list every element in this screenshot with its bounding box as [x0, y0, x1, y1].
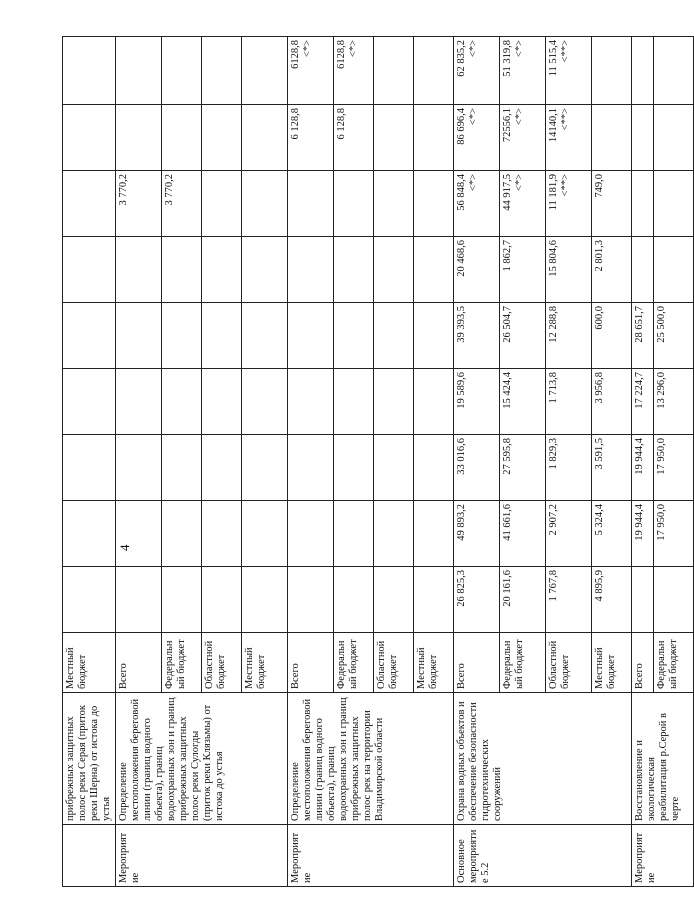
amount-value: 6128,8: [290, 40, 301, 69]
amount-cell: [202, 171, 242, 237]
funding-source-cell: Всего: [454, 633, 500, 693]
footnote-mark: <**>: [560, 108, 571, 131]
amount-cell: [546, 369, 592, 435]
amount-cell: [288, 369, 334, 435]
amount-cell: [374, 369, 414, 435]
footnote-mark: <*>: [348, 40, 359, 58]
footnote-mark: <*>: [514, 174, 525, 192]
amount-value: 26 504,7: [502, 306, 513, 343]
amount-value: 1 862,7: [502, 240, 513, 272]
amount-cell: [242, 37, 288, 105]
amount-value: 11 515,4: [548, 40, 559, 77]
row-name-cell: Восстановление и экологическая реабилитация р.Серой в черте: [632, 693, 694, 825]
amount-value: 17 224,7: [634, 372, 645, 409]
amount-value: 3 591,5: [594, 438, 605, 470]
amount-value: 17 950,0: [656, 504, 667, 541]
amount-value: 749,0: [594, 174, 605, 198]
amount-value: 19 944,4: [634, 438, 645, 475]
amount-cell: [454, 105, 500, 171]
amount-cell: [116, 171, 162, 237]
amount-value: 44 917,5: [502, 174, 513, 211]
amount-cell: [162, 369, 202, 435]
amount-cell: [116, 303, 162, 369]
amount-cell: [288, 435, 334, 501]
amount-cell: [592, 171, 632, 237]
amount-cell: [414, 369, 454, 435]
amount-value: 1 767,8: [548, 570, 559, 602]
amount-value: 4 895,9: [594, 570, 605, 602]
amount-cell: [632, 171, 654, 237]
amount-cell: [592, 435, 632, 501]
amount-cell: [162, 567, 202, 633]
row-type-cell: Мероприятие: [632, 825, 694, 887]
amount-cell: [374, 435, 414, 501]
amount-cell: [242, 501, 288, 567]
amount-cell: [334, 237, 374, 303]
amount-cell: [288, 567, 334, 633]
amount-cell: [414, 105, 454, 171]
amount-value: 3 956,8: [594, 372, 605, 404]
page-number: 4: [117, 544, 132, 551]
amount-cell: [654, 303, 694, 369]
amount-cell: [500, 303, 546, 369]
amount-cell: [116, 435, 162, 501]
amount-cell: [546, 237, 592, 303]
amount-cell: [242, 567, 288, 633]
amount-cell: [654, 105, 694, 171]
amount-cell: [162, 435, 202, 501]
amount-cell: [632, 237, 654, 303]
funding-source-cell: Федеральный бюджет: [654, 633, 694, 693]
funding-source-cell: Областной бюджет: [202, 633, 242, 693]
amount-cell: [334, 369, 374, 435]
amount-cell: [202, 237, 242, 303]
amount-value: 26 825,3: [456, 570, 467, 607]
amount-cell: [374, 237, 414, 303]
amount-cell: [202, 435, 242, 501]
amount-cell: [63, 105, 116, 171]
funding-source-cell: Областной бюджет: [546, 633, 592, 693]
amount-cell: [63, 567, 116, 633]
amount-cell: [374, 303, 414, 369]
table-row: [288, 37, 334, 887]
row-type-cell: Основное мероприятие 5.2: [454, 825, 632, 887]
amount-value: 39 393,5: [456, 306, 467, 343]
amount-value: 86 696,4: [456, 108, 467, 145]
amount-cell: [654, 171, 694, 237]
amount-cell: [242, 237, 288, 303]
amount-cell: [374, 567, 414, 633]
amount-value: 19 589,6: [456, 372, 467, 409]
amount-cell: [592, 37, 632, 105]
amount-cell: [374, 105, 414, 171]
table-row: [116, 37, 162, 887]
footnote-mark: <*>: [468, 108, 479, 126]
amount-cell: [202, 105, 242, 171]
amount-cell: [334, 105, 374, 171]
amount-value: 6 128,8: [336, 108, 347, 140]
table-body: [63, 37, 694, 887]
amount-value: 5 324,4: [594, 504, 605, 536]
amount-cell: [162, 105, 202, 171]
amount-cell: [242, 171, 288, 237]
amount-cell: [162, 171, 202, 237]
row-name-cell: Определение местоположения береговой линии (границ водного объекта), границ водоохранных зон и границ прибрежных защитных полос реки Сулогды (приток реки Клязьмы) от истока до устья: [116, 693, 288, 825]
amount-value: 2 907,2: [548, 504, 559, 536]
amount-value: 51 319,8: [502, 40, 513, 77]
amount-cell: [116, 501, 162, 567]
funding-source-cell: Федеральный бюджет: [334, 633, 374, 693]
amount-cell: [592, 105, 632, 171]
amount-cell: [334, 435, 374, 501]
amount-value: 3 770,2: [118, 174, 129, 206]
amount-cell: [654, 435, 694, 501]
amount-cell: [116, 237, 162, 303]
row-name-cell: прибрежных защитных полос реки Серая (приток реки Шерна) от истока до устья: [63, 693, 116, 825]
amount-cell: [546, 171, 592, 237]
row-name-cell: Определение местоположения береговой линии (границ водного объекта), границ водоохранных зон и границ прибрежных защитных полос рек на территории Владимирской области: [288, 693, 454, 825]
amount-value: 6128,8: [336, 40, 347, 69]
funding-source-cell: Всего: [632, 633, 654, 693]
amount-cell: [546, 501, 592, 567]
budget-table: [62, 36, 694, 887]
amount-cell: [202, 567, 242, 633]
amount-cell: [500, 37, 546, 105]
amount-cell: [454, 37, 500, 105]
amount-cell: [116, 37, 162, 105]
amount-cell: [162, 37, 202, 105]
amount-cell: [202, 37, 242, 105]
funding-source-cell: Федеральный бюджет: [500, 633, 546, 693]
amount-cell: [288, 501, 334, 567]
amount-cell: [654, 567, 694, 633]
footnote-mark: <*>: [514, 40, 525, 58]
amount-cell: [242, 303, 288, 369]
amount-cell: [374, 501, 414, 567]
amount-cell: [288, 37, 334, 105]
funding-source-cell: Областной бюджет: [374, 633, 414, 693]
amount-cell: [546, 37, 592, 105]
amount-cell: [454, 567, 500, 633]
amount-value: 19 944,4: [634, 504, 645, 541]
amount-cell: [454, 369, 500, 435]
funding-source-cell: Местный бюджет: [414, 633, 454, 693]
amount-value: 3 770,2: [164, 174, 175, 206]
amount-cell: [414, 567, 454, 633]
amount-cell: [500, 369, 546, 435]
amount-cell: [454, 303, 500, 369]
amount-value: 1 713,8: [548, 372, 559, 404]
amount-cell: [592, 501, 632, 567]
amount-cell: [288, 237, 334, 303]
amount-cell: [632, 303, 654, 369]
amount-cell: [546, 567, 592, 633]
amount-cell: [162, 303, 202, 369]
table-row: [632, 37, 654, 887]
row-type-cell: Мероприятие: [288, 825, 454, 887]
table-row: [454, 37, 500, 887]
table-row: [63, 37, 116, 887]
amount-cell: [632, 369, 654, 435]
amount-cell: [592, 237, 632, 303]
amount-cell: [414, 303, 454, 369]
amount-cell: [202, 501, 242, 567]
amount-value: 13 296,0: [656, 372, 667, 409]
amount-cell: [116, 105, 162, 171]
amount-value: 20 161,6: [502, 570, 513, 607]
footnote-mark: <*>: [468, 40, 479, 58]
amount-cell: [414, 37, 454, 105]
amount-value: 15 424,4: [502, 372, 513, 409]
amount-cell: [202, 369, 242, 435]
amount-value: 25 500,0: [656, 306, 667, 343]
amount-cell: [500, 105, 546, 171]
amount-cell: [592, 567, 632, 633]
amount-value: 72556,1: [502, 108, 513, 143]
amount-value: 56 848,4: [456, 174, 467, 211]
amount-cell: [63, 435, 116, 501]
funding-source-cell: Местный бюджет: [242, 633, 288, 693]
amount-cell: [116, 369, 162, 435]
funding-source-cell: Всего: [288, 633, 334, 693]
amount-value: 41 661,6: [502, 504, 513, 541]
amount-cell: [162, 237, 202, 303]
amount-cell: [592, 303, 632, 369]
funding-source-cell: Всего: [116, 633, 162, 693]
amount-cell: [63, 303, 116, 369]
rotated-table-wrapper: [62, 37, 681, 887]
funding-source-cell: Местный бюджет: [63, 633, 116, 693]
amount-cell: [454, 237, 500, 303]
amount-value: 28 651,7: [634, 306, 645, 343]
amount-value: 33 016,6: [456, 438, 467, 475]
amount-cell: [414, 237, 454, 303]
row-type-cell: Мероприятие: [116, 825, 288, 887]
amount-value: 17 950,0: [656, 438, 667, 475]
amount-value: 49 893,2: [456, 504, 467, 541]
amount-value: 1 829,3: [548, 438, 559, 470]
amount-cell: [374, 171, 414, 237]
amount-cell: [162, 501, 202, 567]
row-type-cell: [63, 825, 116, 887]
amount-cell: [654, 501, 694, 567]
amount-cell: [592, 369, 632, 435]
amount-cell: [288, 171, 334, 237]
footnote-mark: <*>: [468, 174, 479, 192]
amount-cell: [546, 435, 592, 501]
amount-value: 12 288,8: [548, 306, 559, 343]
amount-cell: [288, 105, 334, 171]
amount-cell: [202, 303, 242, 369]
amount-cell: [500, 171, 546, 237]
amount-cell: [632, 567, 654, 633]
footnote-mark: <**>: [560, 40, 571, 63]
amount-cell: [500, 237, 546, 303]
amount-cell: [334, 501, 374, 567]
funding-source-cell: Федеральный бюджет: [162, 633, 202, 693]
amount-cell: [334, 37, 374, 105]
funding-source-cell: Местный бюджет: [592, 633, 632, 693]
amount-cell: [546, 105, 592, 171]
footnote-mark: <**>: [560, 174, 571, 197]
amount-value: 6 128,8: [290, 108, 301, 140]
amount-cell: [654, 37, 694, 105]
amount-cell: [242, 105, 288, 171]
amount-cell: [500, 501, 546, 567]
amount-cell: [242, 435, 288, 501]
amount-cell: [500, 567, 546, 633]
amount-cell: [632, 105, 654, 171]
amount-value: 11 181,9: [548, 174, 559, 211]
amount-cell: [63, 171, 116, 237]
amount-value: 27 595,8: [502, 438, 513, 475]
amount-cell: [242, 369, 288, 435]
amount-cell: [632, 435, 654, 501]
amount-cell: [632, 501, 654, 567]
amount-cell: [654, 369, 694, 435]
amount-cell: [334, 171, 374, 237]
amount-value: 62 835,2: [456, 40, 467, 77]
footnote-mark: <*>: [514, 108, 525, 126]
amount-cell: [632, 37, 654, 105]
amount-cell: [63, 237, 116, 303]
amount-cell: [63, 369, 116, 435]
amount-cell: [63, 501, 116, 567]
amount-cell: [454, 501, 500, 567]
amount-cell: [116, 567, 162, 633]
amount-cell: [63, 37, 116, 105]
amount-cell: [454, 171, 500, 237]
amount-cell: [414, 171, 454, 237]
amount-cell: [654, 237, 694, 303]
amount-cell: [500, 435, 546, 501]
amount-cell: [414, 501, 454, 567]
amount-cell: [334, 567, 374, 633]
footnote-mark: <*>: [302, 40, 313, 58]
amount-cell: [288, 303, 334, 369]
amount-cell: [546, 303, 592, 369]
amount-value: 15 804,6: [548, 240, 559, 277]
amount-value: 20 468,6: [456, 240, 467, 277]
amount-value: 14140,1: [548, 108, 559, 143]
amount-value: 600,0: [594, 306, 605, 330]
amount-cell: [414, 435, 454, 501]
amount-cell: [374, 37, 414, 105]
amount-cell: [454, 435, 500, 501]
amount-value: 2 801,3: [594, 240, 605, 272]
row-name-cell: Охрана водных объектов и обеспечение безопасности гидротехнических сооружений: [454, 693, 632, 825]
amount-cell: [334, 303, 374, 369]
